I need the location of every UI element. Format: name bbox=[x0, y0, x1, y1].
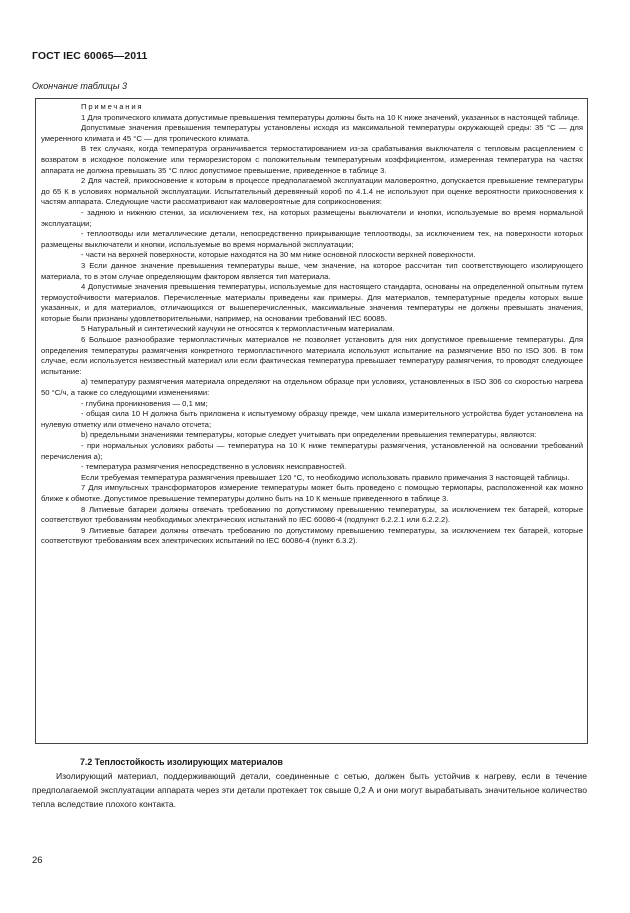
section-title: 7.2 Теплостойкость изолирующих материалов bbox=[80, 757, 283, 767]
note-paragraph: a) температуру размягчения материала определяют на отдельном образце при условиях, установленных в ISO 306 со скоростью нагрева 50 °С/ч, а также со следующими изменениями: bbox=[41, 377, 583, 398]
section-body: Изолирующий материал, поддерживающий детали, соединенные с сетью, должен быть устойчив к нагреву, если в течение предполагаемой эксплуатации аппарата через эти детали протекает ток свыше 0,2 А и они могут вырабатывать значительное количество тепла вследствие плохого контакта. bbox=[32, 771, 587, 809]
note-paragraph: - части на верхней поверхности, которые находятся на 30 мм ниже основной плоскости верхней поверхности. bbox=[81, 250, 476, 260]
note-paragraph: 8 Литиевые батареи должны отвечать требованию по допустимому превышению температуры, за исключением тех батарей, которые соответствуют требованиям необходимых электрических испытаний по IEC 60086-4 (подпункт 6.2.2.1 или 6.2.2.2). bbox=[41, 504, 583, 525]
note-paragraph: - глубина проникновения — 0,1 мм; bbox=[81, 398, 208, 408]
note-paragraph: В тех случаях, когда температура ограничивается термостатированием из-за срабатывания выключателя с тепловым расцеплением с возвратом в исходное положение или терморезистором с положительным температурным коэффициентом, измеренная температура на частях аппарата не должна превышать 35 °С плюс допустимое превышение, приведенное в таблице 3. bbox=[41, 144, 583, 175]
note-paragraph: 4 Допустимые значения превышения температуры, используемые для настоящего стандарта, основаны на определенной опытным путем термоустойчивости материалов. Перечисленные материалы приведены как примеры. Для материалов, температурные пределы которых выше указанных, и для материалов, отличающихся от вышеперечисленных, максимальные значения температуры не должны превышать значения, которые были признаны удовлетворительными, например, на основании требований IEC 60085. bbox=[41, 282, 583, 323]
document-header: ГОСТ IEC 60065—2011 bbox=[32, 50, 148, 62]
note-paragraph: b) предельными значениями температуры, которые следует учитывать при определении превышения температуры, являются: bbox=[81, 430, 537, 440]
note-paragraph: 7 Для импульсных трансформаторов измерение температуры может быть проведено с помощью термопары, расположенной как можно ближе к обмотке. Допустимое превышение температуры должно быть на 10 К меньше приведенного в таблице 3. bbox=[41, 483, 583, 503]
note-paragraph: 5 Натуральный и синтетический каучуки не относятся к термопластичным материалам. bbox=[81, 324, 395, 334]
note-paragraph: - при нормальных условиях работы — температура на 10 К ниже температуры размягчения, установленной на основании требований перечисления а); bbox=[41, 441, 583, 461]
note-paragraph: - теплоотводы или металлические детали, непосредственно прикрывающие теплоотводы, за исключением тех, на поверхности которых размещены выключатели и кнопки, используемые во время нормальной эксплуатации; bbox=[41, 229, 583, 249]
section-7-2 bbox=[32, 755, 587, 811]
note-paragraph: - общая сила 10 Н должна быть приложена к испытуемому образцу прежде, чем шкала измерительного устройства будет установлена на нулевую отметку или отмечено начало отсчета; bbox=[41, 409, 583, 429]
note-paragraph: 9 Литиевые батареи должны отвечать требованию по допустимому превышению температуры, за исключением тех батарей, которые соответствуют требованиям всех электрических испытаний по IEC 60086-4 (пункт 6.3.2). bbox=[41, 525, 583, 546]
note-paragraph: 1 Для тропического климата допустимые превышения температуры должны быть на 10 К ниже значений, указанных в настоящей таблице. bbox=[81, 112, 580, 122]
note-paragraph: - температура размягчения непосредственно в условиях неисправностей. bbox=[81, 462, 347, 472]
table-continuation-caption: Окончание таблицы 3 bbox=[32, 81, 127, 91]
note-paragraph: - заднюю и нижнюю стенки, за исключением тех, на которых размещены выключатели и кнопки, используемые во время нормальной эксплуатации; bbox=[41, 207, 583, 228]
notes-title: Примечания bbox=[81, 102, 144, 111]
notes-box bbox=[35, 98, 588, 744]
note-paragraph: Допустимые значения превышения температуры установлены исходя из максимальной температуры окружающей среды: 35 °С — для умеренного климата и 45 °С — для тропического климата. bbox=[41, 123, 583, 143]
page-number: 26 bbox=[32, 855, 43, 866]
note-paragraph: 3 Если данное значение превышения температуры выше, чем значение, на которое рассчитан тип соответствующего изолирующего материала, то в этом случае определяющим фактором является тип материала. bbox=[41, 260, 583, 281]
note-paragraph: 2 Для частей, прикосновение к которым в процессе предполагаемой эксплуатации маловероятно, допускается превышение температуры до 65 К в условиях нормальной эксплуатации. Испытательный деревянный короб по 4.1.4 не используют при оценке вероятности прикосновения к частям аппарата. Следующие части рассматривают как маловероятные для соприкосновения: bbox=[41, 176, 583, 207]
note-paragraph: Если требуемая температура размягчения превышает 120 °С, то необходимо использовать правило примечания 3 настоящей таблицы. bbox=[81, 472, 570, 482]
note-paragraph: 6 Большое разнообразие термопластичных материалов не позволяет установить для них допустимое превышение температуры. Для определения температуры размягчения конкретного термопластичного материала используют испытание на размягчение B50 по ISO 306. В том случае, если используется неизвестный материал или если фактическая температура превышает температуру размягчения, то проводят следующее испытание: bbox=[41, 335, 583, 376]
